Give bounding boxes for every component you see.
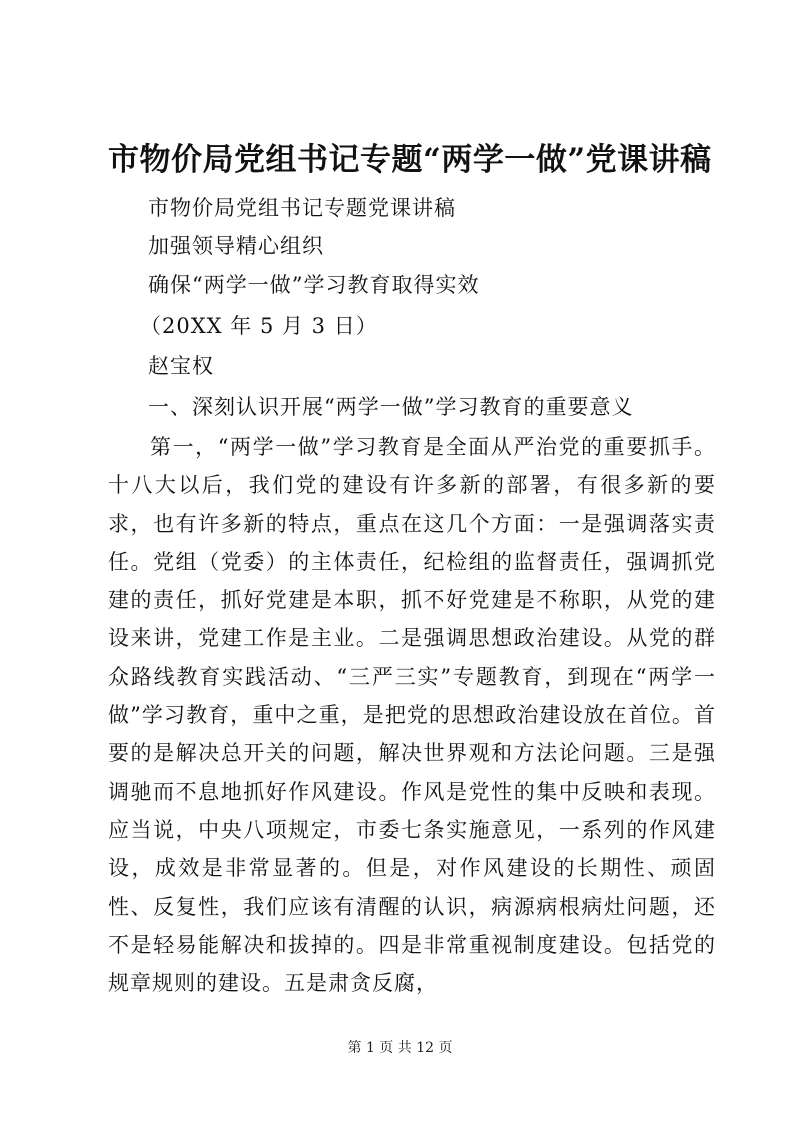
subtitle-line: 加强领导精心组织	[148, 234, 324, 258]
subtitle-line: 确保“两学一做”学习教育取得实效	[148, 273, 480, 297]
subtitle-line: 市物价局党组书记专题党课讲稿	[148, 196, 456, 220]
author-line: 赵宝权	[148, 354, 214, 378]
section-heading: 一、深刻认识开展“两学一做”学习教育的重要意义	[148, 395, 634, 419]
date-line: （20XX 年 5 月 3 日）	[140, 314, 378, 338]
body-paragraph: 第一，“两学一做”学习教育是全面从严治党的重要抓手。十八大以后，我们党的建设有许多新的部署，有很多新的要求，也有许多新的特点，重点在这几个方面：一是强调落实责任。党组（党委）的主体责任，纪检组的监督责任，强调抓党建的责任，抓好党建是本职，抓不好党建是不称职，从党的建设来讲，党建工作是主业。二是强调思想政治建设。从党的群众路线教育实践活动、“三严三实”专题教育，到现在“两学一做”学习教育，重中之重，是把党的思想政治建设放在首位。首要的是解决总开关的问题，解决世界观和方法论问题。三是强调驰而不息地抓好作风建设。作风是党性的集中反映和表现。应当说，中央八项规定，市委七条实施意见，一系列的作风建设，成效是非常显著的。但是，对作风建设的长期性、顽固性、反复性，我们应该有清醒的认识，病源病根病灶问题，还不是轻易能解决和拔掉的。四是非常重视制度建设。包括党的规章规则的建设。五是肃贪反腐，	[108, 435, 716, 996]
page-footer: 第 1 页 共 12 页	[347, 1040, 453, 1056]
document-title: 市物价局党组书记专题“两学一做”党课讲稿	[108, 142, 712, 178]
